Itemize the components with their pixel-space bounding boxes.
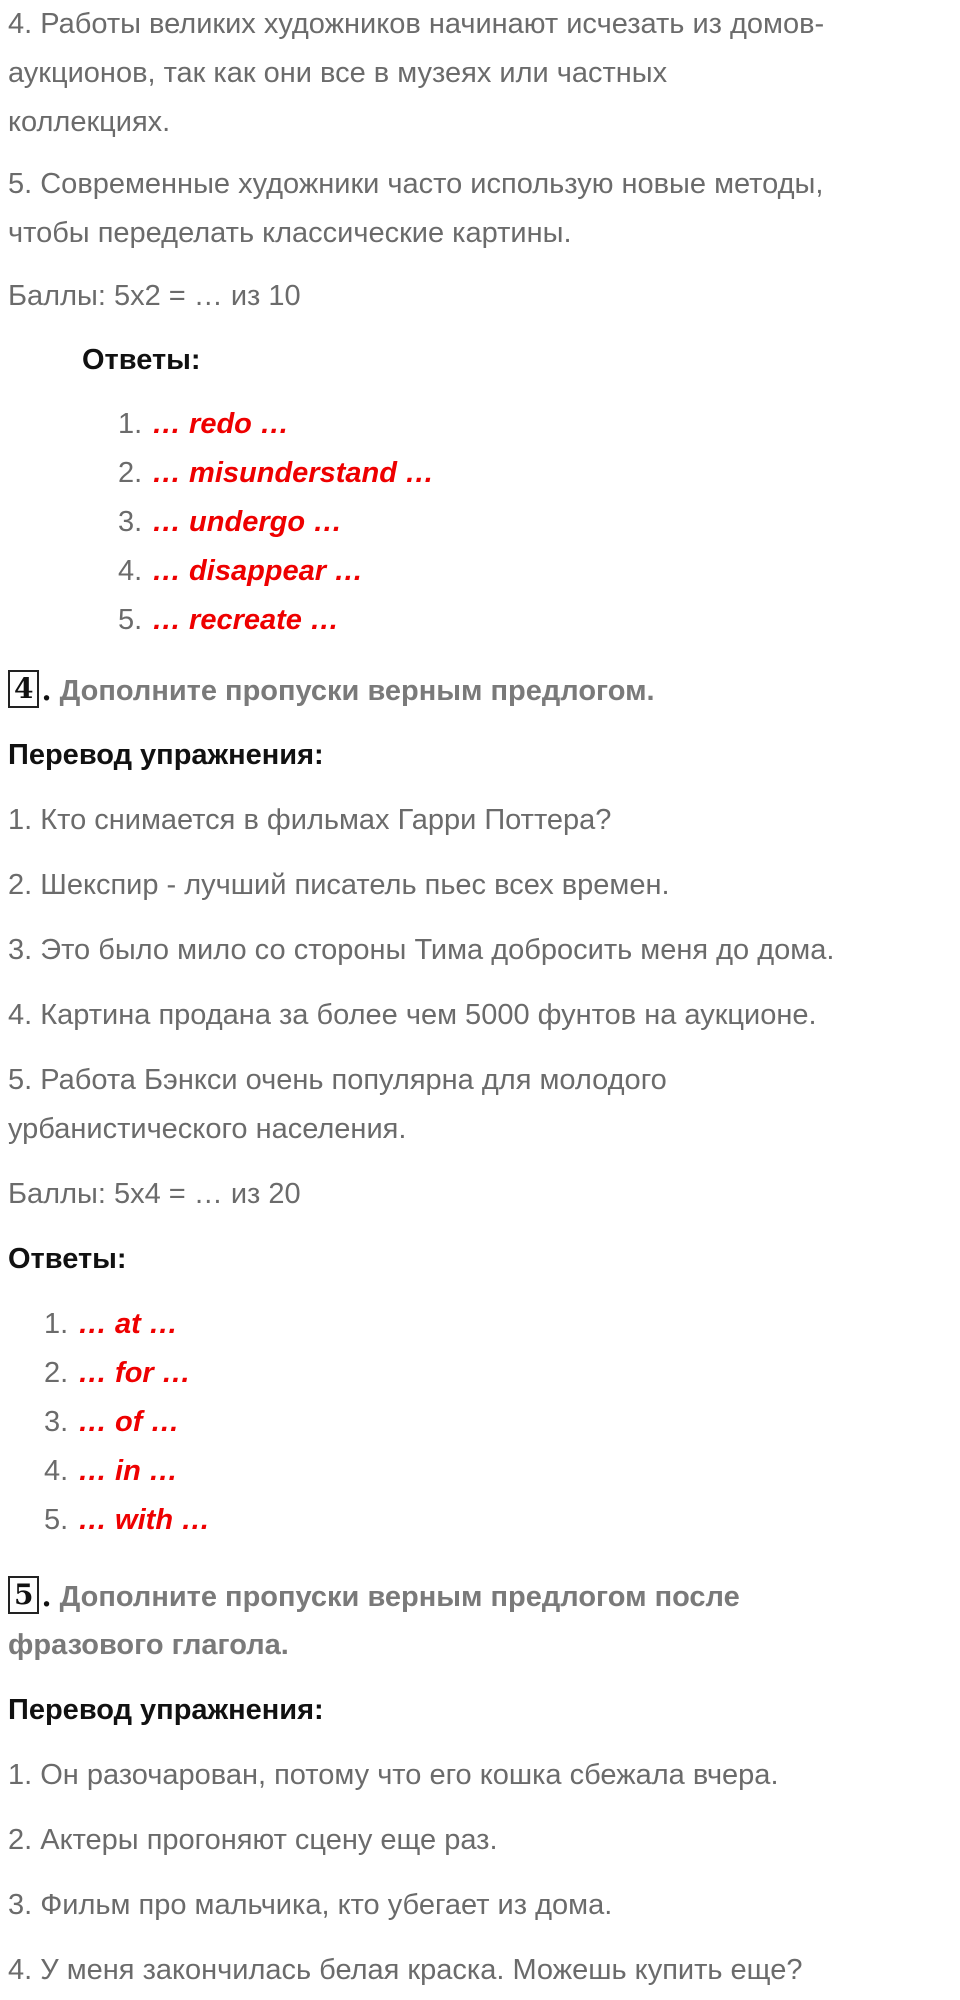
answer-text: … of …	[78, 1406, 180, 1438]
translation-line-1: 1. Он разочарован, потому что его кошка сбежала вчера.	[8, 1759, 779, 1791]
sentence-4-line-2: аукционов, так как они все в музеях или частных	[8, 57, 668, 89]
answer-text: … in …	[78, 1455, 178, 1487]
list-item	[118, 596, 434, 645]
list-item	[118, 449, 434, 498]
translation-line-2: 2. Шекспир - лучший писатель пьес всех времен.	[8, 869, 670, 901]
list-item	[118, 547, 434, 596]
answer-number: 4.	[44, 1455, 69, 1487]
answer-text: … with …	[78, 1504, 211, 1536]
sentence-4-line-3: коллекциях.	[8, 106, 171, 138]
answers-list	[118, 400, 434, 645]
translation-line-4: 4. У меня закончилась белая краска. Можешь купить еще?	[8, 1954, 803, 1986]
answer-text: … misunderstand …	[152, 457, 434, 489]
list-item	[44, 1300, 210, 1349]
answer-text: … for …	[78, 1357, 191, 1389]
list-item	[44, 1398, 210, 1447]
answer-number: 3.	[44, 1406, 69, 1438]
task-number-box: 5	[8, 1576, 39, 1614]
translation-heading: Перевод упражнения:	[8, 739, 324, 771]
answer-number: 1.	[118, 408, 143, 440]
answer-number: 5.	[44, 1504, 69, 1536]
answers-heading: Ответы:	[8, 1243, 127, 1275]
translation-heading: Перевод упражнения:	[8, 1694, 324, 1726]
task-title-text: Дополните пропуски верным предлогом.	[59, 675, 655, 707]
answer-number: 3.	[118, 506, 143, 538]
translation-line-3: 3. Фильм про мальчика, кто убегает из дома.	[8, 1889, 613, 1921]
answer-text: … undergo …	[152, 506, 343, 538]
answer-number: 5.	[118, 604, 143, 636]
score-line: Баллы: 5х4 = … из 20	[8, 1178, 301, 1210]
task-number-dot: .	[41, 673, 52, 707]
translation-line-2: 2. Актеры прогоняют сцену еще раз.	[8, 1824, 498, 1856]
list-item	[44, 1349, 210, 1398]
list-item	[118, 498, 434, 547]
answer-number: 4.	[118, 555, 143, 587]
list-item	[118, 400, 434, 449]
answers-list	[44, 1300, 210, 1545]
translation-line-5a: 5. Работа Бэнкси очень популярна для молодого	[8, 1064, 667, 1096]
task-number-box: 4	[8, 670, 39, 708]
translation-line-1: 1. Кто снимается в фильмах Гарри Поттера?	[8, 804, 612, 836]
translation-line-4: 4. Картина продана за более чем 5000 фунтов на аукционе.	[8, 999, 817, 1031]
answer-text: … disappear …	[152, 555, 364, 587]
answers-heading: Ответы:	[82, 344, 201, 376]
answer-text: … recreate …	[152, 604, 339, 636]
sentence-5-line-2: чтобы переделать классические картины.	[8, 217, 572, 249]
answer-text: … at …	[78, 1308, 178, 1340]
sentence-4-line-1: 4. Работы великих художников начинают исчезать из домов-	[8, 8, 825, 40]
translation-line-5b: урбанистического населения.	[8, 1113, 407, 1145]
answer-number: 2.	[44, 1357, 69, 1389]
answer-number: 1.	[44, 1308, 69, 1340]
list-item	[44, 1496, 210, 1545]
task-5-title	[8, 1572, 740, 1622]
task-number-dot: .	[41, 1579, 52, 1613]
task-4-title	[8, 666, 655, 716]
task-5-title-line-2: фразового глагола.	[8, 1629, 289, 1661]
answer-number: 2.	[118, 457, 143, 489]
score-line: Баллы: 5х2 = … из 10	[8, 280, 301, 312]
sentence-5-line-1: 5. Современные художники часто использую новые методы,	[8, 168, 824, 200]
answer-text: … redo …	[152, 408, 289, 440]
task-title-text: Дополните пропуски верным предлогом после	[59, 1581, 740, 1613]
translation-line-3: 3. Это было мило со стороны Тима добросить меня до дома.	[8, 934, 835, 966]
list-item	[44, 1447, 210, 1496]
